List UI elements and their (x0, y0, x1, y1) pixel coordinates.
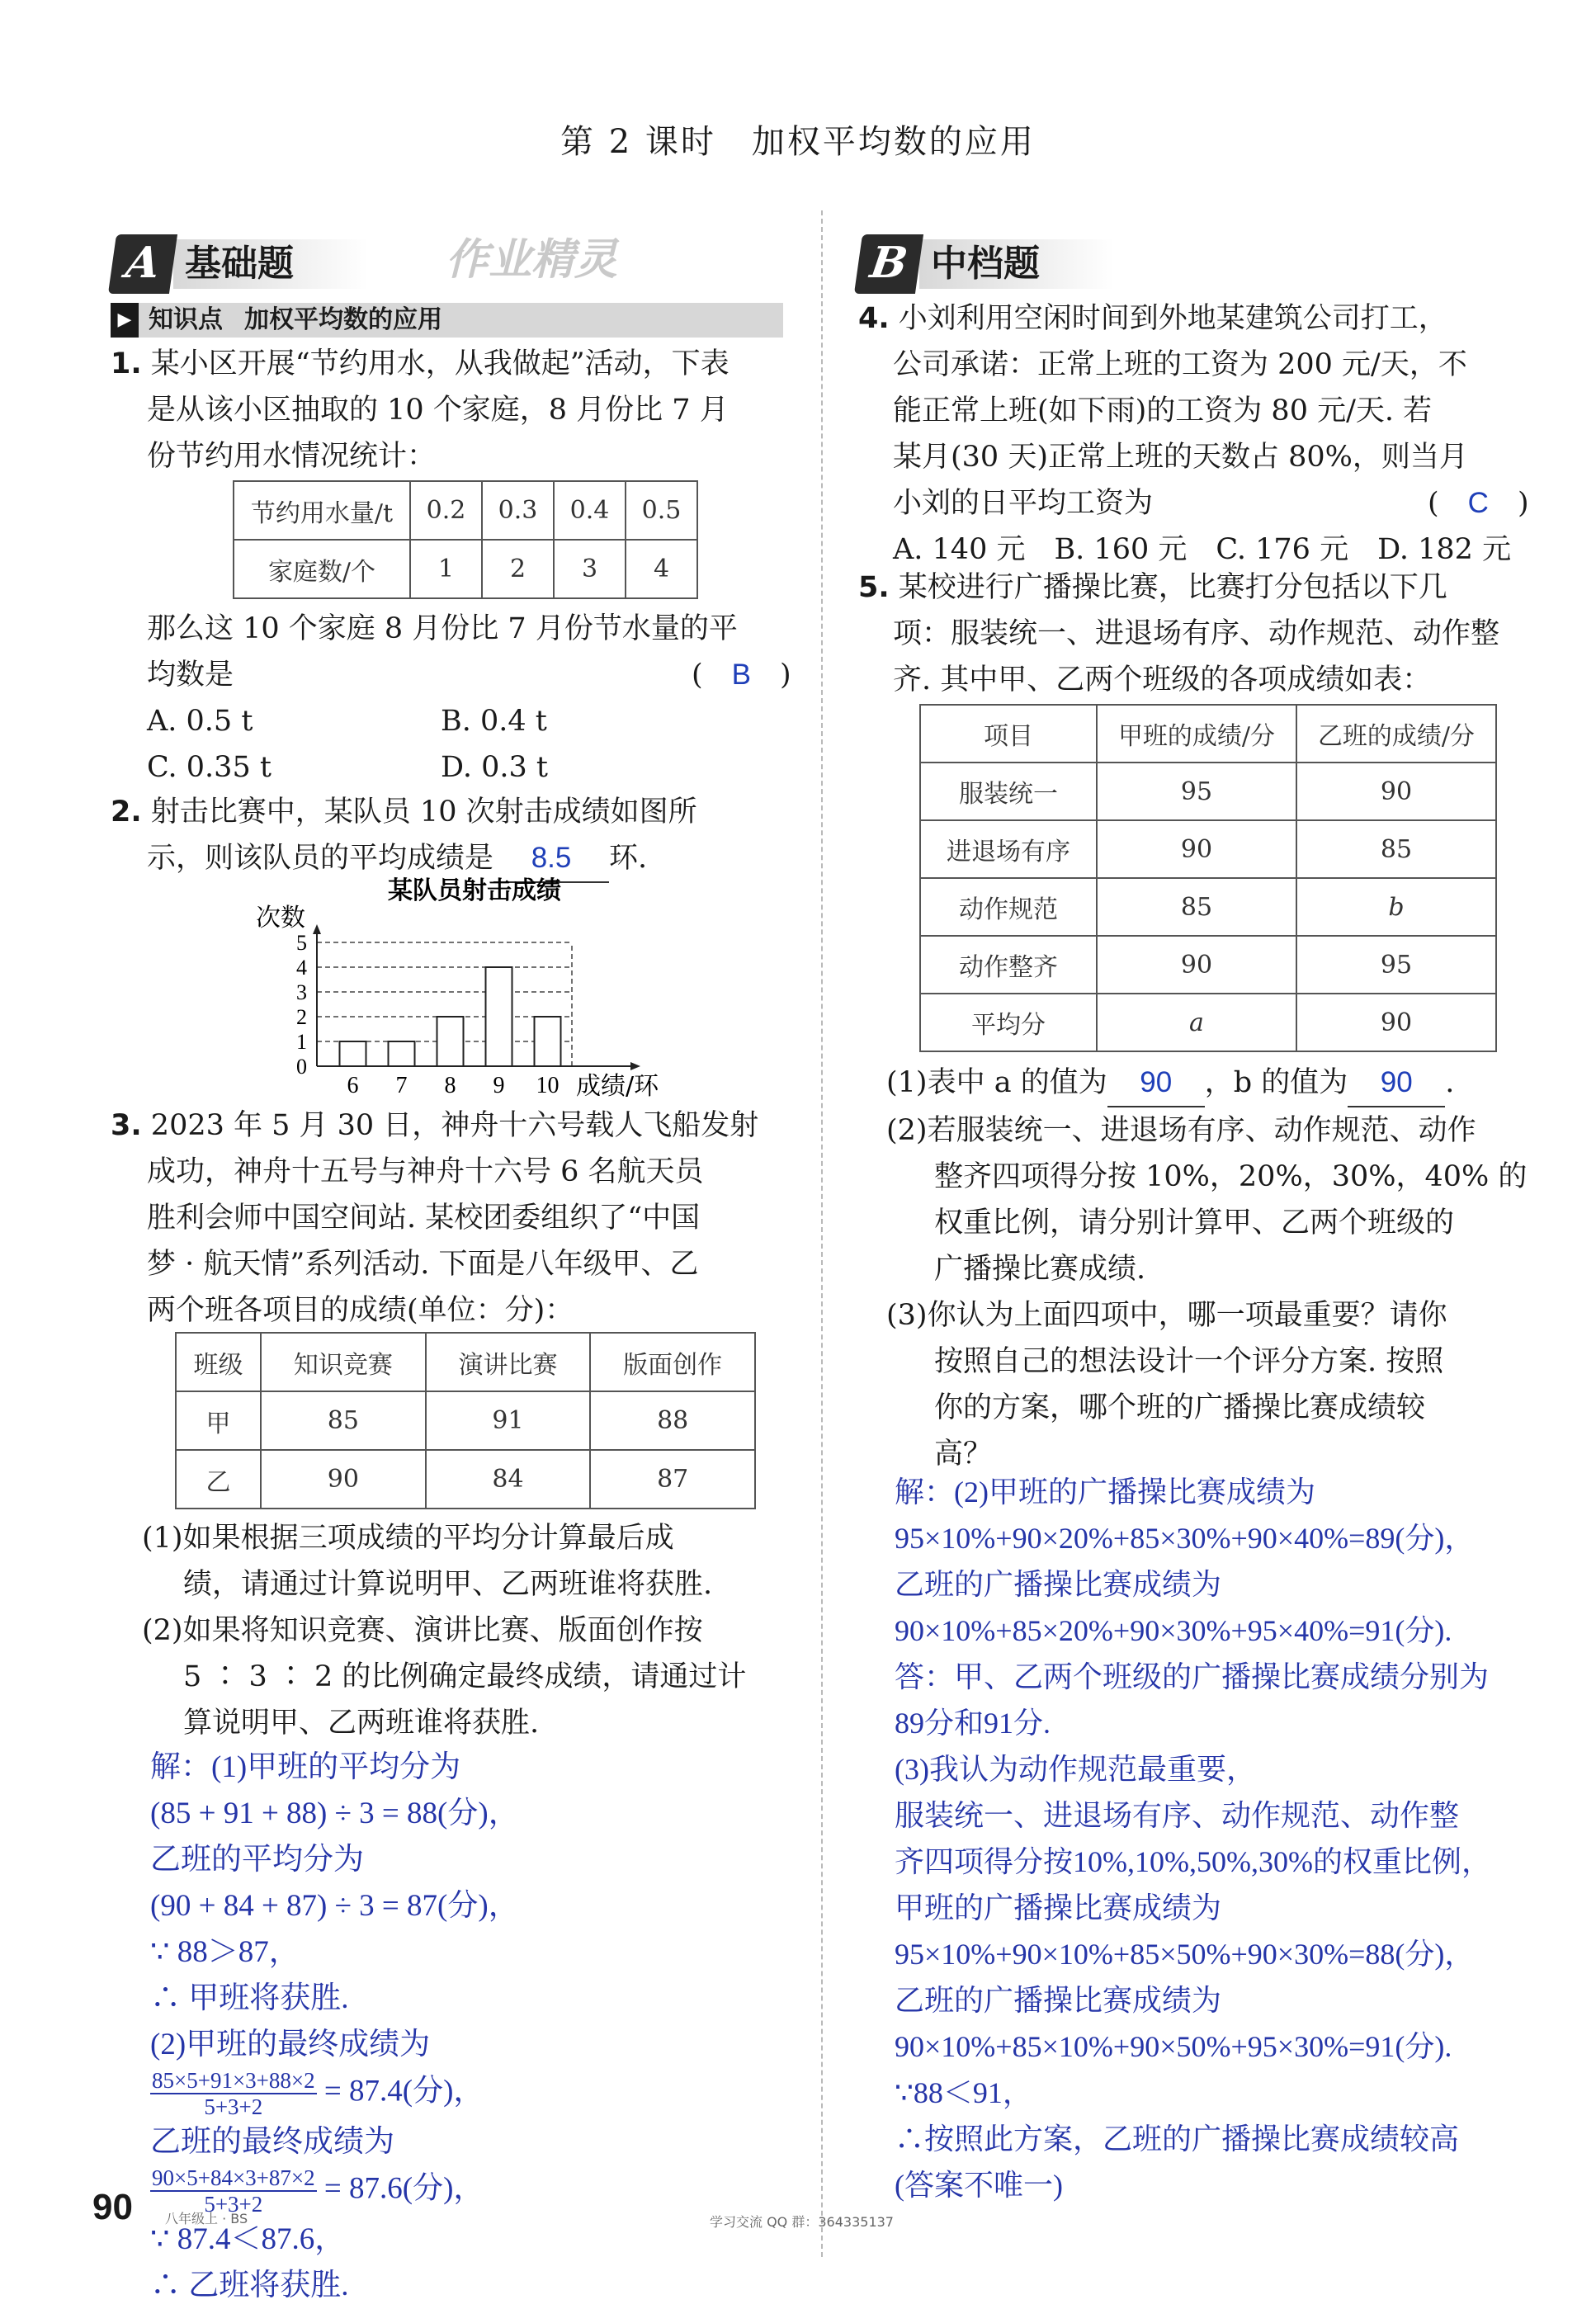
q4-line: 小刘利用空闲时间到外地某建筑公司打工， (898, 302, 1447, 335)
solution-line: (答案不唯一) (895, 2169, 1063, 2202)
q4-answer-bracket: ( C ) (1428, 487, 1529, 520)
solution-line: (3)我认为动作规范最重要， (895, 1753, 1256, 1786)
q1-line: 某小区开展“节约用水，从我做起”活动，下表 (150, 347, 730, 380)
knowledge-point-label: 知识点 (149, 305, 223, 334)
q5-sub1-text: . (1445, 1066, 1455, 1099)
y-axis-arrow (313, 924, 321, 934)
q5-sub-line: 整齐四项得分按 10%，20%，30%，40% 的 (934, 1160, 1528, 1193)
table-cell: 0.4 (554, 481, 626, 540)
x-tick-label: 8 (444, 1073, 456, 1098)
solution-line: 乙班的广播操比赛成绩为 (895, 1984, 1222, 2017)
q1-answer: B (731, 659, 752, 691)
fraction-denominator: 5+3+2 (204, 2192, 263, 2217)
q5-line: 齐. 其中甲、乙两个班级的各项成绩如表： (893, 663, 1432, 696)
table-header: 知识竞赛 (261, 1333, 426, 1391)
page-title: 第 2 课时 加权平均数的应用 (560, 123, 1036, 161)
watermark: 作业精灵 (446, 235, 618, 285)
q5-sub-line: (2)若服装统一、进退场有序、动作规范、动作 (886, 1114, 1476, 1147)
table-cell: 进退场有序 (920, 820, 1097, 878)
table-cell: 动作规范 (920, 878, 1097, 936)
q5-sub-line: 权重比例，请分别计算甲、乙两个班级的 (934, 1206, 1455, 1239)
y-tick-label: 3 (296, 980, 307, 1004)
q5-line: 某校进行广播操比赛，比赛打分包括以下几 (898, 571, 1447, 604)
table-cell: 0.2 (410, 481, 482, 540)
solution-line: 90×10%+85×10%+90×50%+95×30%=91(分). (895, 2030, 1452, 2063)
solution-line: 甲班的广播操比赛成绩为 (895, 1891, 1222, 1924)
solution-line: 解：(1)甲班的平均分为 (150, 1750, 461, 1784)
q1-option-d: D. 0.3 t (441, 751, 548, 784)
q3-line: 梦 · 航天情”系列活动. 下面是八年级甲、乙 (147, 1248, 699, 1281)
q1-option-a: A. 0.5 t (147, 705, 253, 738)
section-b-banner (858, 234, 1114, 294)
solution-line: ∵88＜91， (895, 2076, 1032, 2109)
q5-text (858, 564, 1547, 703)
shooting-bar-chart (248, 876, 710, 1099)
table-cell: 3 (554, 540, 626, 598)
table-cell: 0.5 (626, 481, 697, 540)
q1-line: 份节约用水情况统计： (147, 440, 437, 473)
q5-number: 5. (858, 571, 890, 604)
q2-line: 射击比赛中，某队员 10 次射击成绩如图所 (150, 796, 697, 829)
solution-line: 89分和91分. (895, 1707, 1051, 1740)
q5-answer-a: 90 (1107, 1060, 1205, 1107)
table-cell: 动作整齐 (920, 936, 1097, 994)
fraction-numerator: 85×5+91×3+88×2 (152, 2068, 315, 2093)
fraction-result: = 87.6(分)， (323, 2171, 484, 2206)
solution-line: (90 + 84 + 87) ÷ 3 = 87(分)， (150, 1889, 519, 1923)
section-a-letter: A (108, 234, 177, 294)
table-header: 乙班的成绩/分 (1296, 705, 1496, 763)
y-tick-label: 5 (296, 931, 307, 955)
solution-line: 95×10%+90×10%+85×50%+90×30%=88(分)， (895, 1938, 1475, 1971)
q4-answer: C (1467, 487, 1489, 519)
q5-table (919, 704, 1497, 1052)
table-header: 版面创作 (590, 1333, 755, 1391)
solution-line: 95×10%+90×20%+85×30%+90×40%=89(分)， (895, 1522, 1475, 1555)
y-tick-label: 0 (296, 1055, 307, 1079)
y-tick-label: 2 (296, 1005, 307, 1029)
knowledge-point-topic: 加权平均数的应用 (244, 305, 442, 334)
bar-9 (486, 967, 512, 1066)
x-tick-label: 10 (536, 1073, 560, 1098)
solution-line: (2)甲班的最终成绩为 (150, 2028, 431, 2061)
table-cell: 2 (482, 540, 554, 598)
x-tick-label: 7 (395, 1073, 408, 1098)
solution-line: 答：甲、乙两个班级的广播操比赛成绩分别为 (895, 1660, 1490, 1693)
solution-line: 乙班的最终成绩为 (150, 2125, 394, 2159)
q4-options: A. 140 元 B. 160 元 C. 176 元 D. 182 元 (893, 533, 1512, 566)
table-cell: 0.3 (482, 481, 554, 540)
table-cell: 85 (1296, 820, 1496, 878)
q1-stem-line: 均数是 (147, 659, 234, 692)
table-cell: 1 (410, 540, 482, 598)
fraction-numerator: 90×5+84×3+87×2 (152, 2165, 315, 2190)
q2-text (111, 789, 796, 883)
q5-sub-line: (3)你认为上面四项中，哪一项最重要？请你 (886, 1299, 1447, 1332)
table-cell: 乙 (176, 1450, 261, 1509)
q2-number: 2. (111, 796, 142, 829)
table-cell: 90 (1296, 763, 1496, 820)
q3-line: 成功，神舟十五号与神舟十六号 6 名航天员 (147, 1155, 704, 1188)
fraction-result: = 87.4(分)， (323, 2074, 484, 2108)
solution-line: ∴ 甲班将获胜. (150, 1981, 349, 2015)
column-divider (821, 210, 823, 2257)
solution-line: 乙班的广播操比赛成绩为 (895, 1568, 1222, 1601)
q1-option-b: B. 0.4 t (441, 705, 547, 738)
q4-line: 公司承诺：正常上班的工资为 200 元/天，不 (893, 348, 1467, 381)
q5-sub1-text: ，b 的值为 (1204, 1066, 1348, 1099)
bar-7 (389, 1041, 415, 1066)
solution-line: ∵ 87.4＜87.6， (150, 2222, 346, 2256)
solution-line: ∴ 乙班将获胜. (150, 2269, 349, 2302)
knowledge-point-bar (111, 303, 783, 338)
q3-number: 3. (111, 1109, 142, 1142)
table-header: 演讲比赛 (426, 1333, 591, 1391)
table-cell: 87 (590, 1450, 755, 1509)
q5-sub1-text: (1)表中 a 的值为 (886, 1066, 1107, 1099)
q4-number: 4. (858, 302, 890, 335)
q3-subquestions (142, 1515, 802, 1746)
q5-sub-line: 广播操比赛成绩. (934, 1253, 1146, 1286)
q3-sub-line: 绩，请通过计算说明甲、乙两班谁将获胜. (183, 1568, 713, 1601)
fraction-denominator: 5+3+2 (204, 2094, 263, 2119)
solution-line: 齐四项得分按10%,10%,50%,30%的权重比例， (895, 1845, 1491, 1878)
section-b-name: 中档题 (919, 239, 1114, 289)
q3-sub-line: (2)如果将知识竞赛、演讲比赛、版面创作按 (142, 1614, 703, 1647)
table-cell: 95 (1097, 763, 1296, 820)
q3-line: 2023 年 5 月 30 日，神舟十六号载人飞船发射 (150, 1109, 759, 1142)
table-cell: 节约用水量/t (234, 481, 410, 540)
play-icon: ▶ (111, 303, 139, 338)
footer-center: 学习交流 QQ 群：364335137 (710, 2214, 894, 2230)
q1-number: 1. (111, 347, 142, 380)
q1-option-c: C. 0.35 t (147, 751, 272, 784)
solution-line: 服装统一、进退场有序、动作规范、动作整 (895, 1799, 1460, 1832)
table-cell: 91 (426, 1391, 591, 1450)
solution-line: 90×10%+85×20%+90×30%+95×40%=91(分). (895, 1614, 1452, 1647)
q1-table (233, 480, 698, 599)
section-a-name: 基础题 (173, 239, 368, 289)
q1-stem (147, 606, 799, 698)
table-cell: 95 (1296, 936, 1496, 994)
table-cell: 84 (426, 1450, 591, 1509)
y-tick-label: 1 (296, 1030, 307, 1054)
table-cell: a (1097, 994, 1296, 1051)
q3-sub-line: 5 ∶ 3 ∶ 2 的比例确定最终成绩，请通过计 (183, 1660, 747, 1693)
bar-10 (535, 1017, 561, 1066)
fraction (150, 2068, 317, 2119)
q3-line: 两个班各项目的成绩(单位：分)： (147, 1294, 574, 1327)
q3-line: 胜利会师中国空间站. 某校团委组织了“中国 (147, 1202, 701, 1235)
solution-line: 解：(2)甲班的广播操比赛成绩为 (895, 1476, 1315, 1509)
x-tick-label: 6 (347, 1073, 359, 1098)
table-cell: 平均分 (920, 994, 1097, 1051)
x-tick-label: 9 (493, 1073, 505, 1098)
table-cell: 服装统一 (920, 763, 1097, 820)
table-cell: 90 (261, 1450, 426, 1509)
q5-sub-line: 按照自己的想法设计一个评分方案. 按照 (934, 1345, 1444, 1378)
bar-8 (437, 1017, 464, 1066)
q1-line: 是从该小区抽取的 10 个家庭，8 月份比 7 月 (147, 394, 729, 427)
solution-fraction-line (150, 2068, 794, 2119)
q4-line: 小刘的日平均工资为 (893, 487, 1154, 520)
q5-subquestions (886, 1060, 1555, 1477)
q3-sub-line: (1)如果根据三项成绩的平均分计算最后成 (142, 1522, 674, 1555)
y-tick-label: 4 (296, 956, 307, 980)
section-a-banner (112, 234, 368, 294)
solution-line: ∵ 88＞87， (150, 1935, 300, 1969)
footer-left: 八年级上 · BS (165, 2211, 248, 2226)
q2-line: 示，则该队员的平均成绩是 (147, 842, 494, 875)
q1-answer-bracket: ( B ) (692, 659, 791, 692)
table-cell: 90 (1097, 936, 1296, 994)
q5-solution (895, 1469, 1571, 2208)
table-cell: 85 (1097, 878, 1296, 936)
q2-answer: 8.5 (493, 835, 609, 883)
table-header: 班级 (176, 1333, 261, 1391)
solution-line: 乙班的平均分为 (150, 1843, 364, 1877)
table-cell: 家庭数/个 (234, 540, 410, 598)
chart-xlabel: 成绩/环 (576, 1072, 659, 1099)
q4-text (858, 295, 1547, 573)
table-header: 甲班的成绩/分 (1097, 705, 1296, 763)
table-cell: b (1296, 878, 1496, 936)
table-cell: 85 (261, 1391, 426, 1450)
chart-ylabel: 次数 (256, 904, 305, 933)
table-cell: 88 (590, 1391, 755, 1450)
page-number: 90 (92, 2187, 133, 2227)
q5-sub-line: 高？ (934, 1438, 993, 1471)
solution-line: (85 + 91 + 88) ÷ 3 = 88(分)， (150, 1797, 519, 1830)
q3-text (111, 1103, 796, 1334)
table-cell: 甲 (176, 1391, 261, 1450)
q4-line: 某月(30 天)正常上班的天数占 80%，则当月 (893, 441, 1468, 474)
solution-line: ∴按照此方案，乙班的广播操比赛成绩较高 (895, 2122, 1460, 2156)
table-cell: 90 (1296, 994, 1496, 1051)
q1-stem-line: 那么这 10 个家庭 8 月份比 7 月份节水量的平 (147, 612, 738, 645)
q5-sub-line: 你的方案，哪个班的广播操比赛成绩较 (934, 1391, 1426, 1424)
q2-line: 环. (609, 842, 648, 875)
q3-table (175, 1332, 756, 1509)
x-axis-arrow (630, 1062, 640, 1070)
section-b-letter: B (854, 234, 923, 294)
q3-sub-line: 算说明甲、乙两班谁将获胜. (183, 1707, 540, 1740)
chart-title: 某队员射击成绩 (388, 876, 561, 905)
table-cell: 4 (626, 540, 697, 598)
q5-line: 项：服装统一、进退场有序、动作规范、动作整 (893, 617, 1500, 650)
table-header: 项目 (920, 705, 1097, 763)
q5-answer-b: 90 (1348, 1060, 1445, 1107)
q1-text (111, 341, 796, 479)
q4-line: 能正常上班(如下雨)的工资为 80 元/天. 若 (893, 394, 1433, 427)
table-cell: 90 (1097, 820, 1296, 878)
bar-6 (340, 1041, 366, 1066)
